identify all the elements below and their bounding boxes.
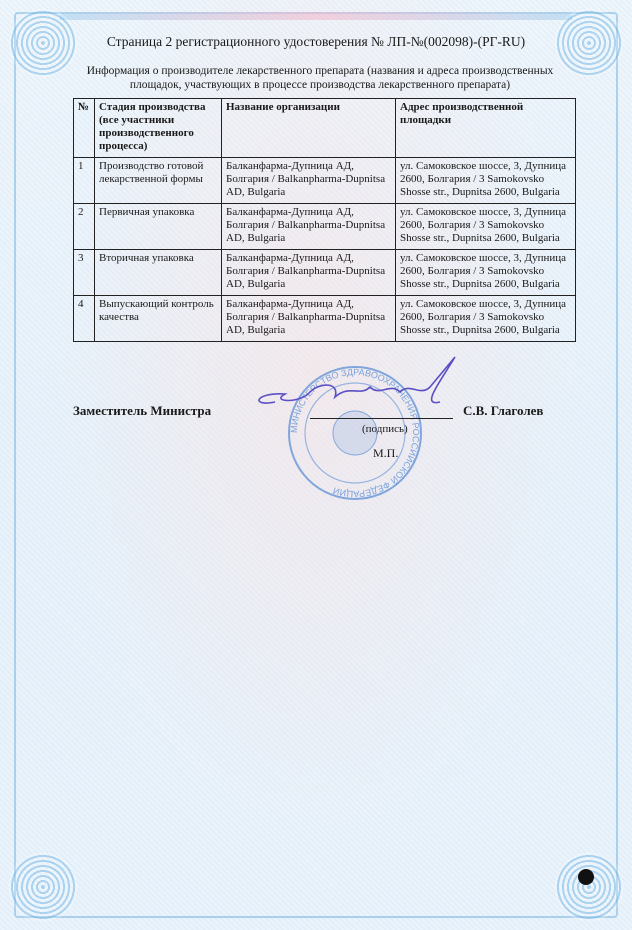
manufacturers-table	[73, 98, 576, 342]
cell-number: 4	[74, 296, 95, 342]
cell-organization: Балканфарма-Дупница АД, Болгария / Balkanpharma-Dupnitsa AD, Bulgaria	[222, 158, 396, 204]
cell-address: ул. Самоковское шоссе, 3, Дупница 2600, Болгария / 3 Samokovsko Shosse str., Dupnitsa 2600, Bulgaria	[396, 158, 576, 204]
cell-address: ул. Самоковское шоссе, 3, Дупница 2600, Болгария / 3 Samokovsko Shosse str., Dupnitsa 2600, Bulgaria	[396, 204, 576, 250]
corner-rosette	[8, 852, 78, 922]
cell-stage: Вторичная упаковка	[95, 250, 222, 296]
table-row	[74, 204, 576, 250]
column-header-number: №	[74, 99, 95, 158]
cell-organization: Балканфарма-Дупница АД, Болгария / Balkanpharma-Dupnitsa AD, Bulgaria	[222, 204, 396, 250]
table-header-row	[74, 99, 576, 158]
border-ornament	[60, 12, 572, 20]
signatory-name: С.В. Глаголев	[463, 403, 544, 418]
column-header-organization: Название организации	[222, 99, 396, 158]
column-header-address: Адрес производственной площадки	[396, 99, 576, 158]
hole-punch-mark	[578, 869, 594, 885]
table-row	[74, 158, 576, 204]
handwritten-signature	[240, 352, 470, 422]
svg-text:МИНИСТЕРСТВО ЗДРАВООХРАНЕНИЯ Р: МИНИСТЕРСТВО ЗДРАВООХРАНЕНИЯ РОССИЙСКОЙ ФЕДЕРАЦИИ	[288, 366, 422, 500]
table-row	[74, 296, 576, 342]
column-header-stage: Стадия производства (все участники производственного процесса)	[95, 99, 222, 158]
cell-stage: Производство готовой лекарственной формы	[95, 158, 222, 204]
signature-line	[310, 418, 453, 419]
cell-number: 3	[74, 250, 95, 296]
cell-organization: Балканфарма-Дупница АД, Болгария / Balkanpharma-Dupnitsa AD, Bulgaria	[222, 296, 396, 342]
corner-rosette	[554, 852, 624, 922]
page-subtitle: Информация о производителе лекарственного препарата (названия и адреса производственных площадок, участвующих в процессе производства лекарственного препарата)	[86, 65, 554, 91]
cell-number: 2	[74, 204, 95, 250]
cell-stage: Первичная упаковка	[95, 204, 222, 250]
cell-address: ул. Самоковское шоссе, 3, Дупница 2600, Болгария / 3 Samokovsko Shosse str., Dupnitsa 2600, Bulgaria	[396, 250, 576, 296]
signature-caption: (подпись)	[362, 423, 408, 435]
page-title: Страница 2 регистрационного удостоверения № ЛП-№(002098)-(РГ-RU)	[106, 34, 526, 49]
signatory-position: Заместитель Министра	[73, 403, 212, 418]
cell-address: ул. Самоковское шоссе, 3, Дупница 2600, Болгария / 3 Samokovsko Shosse str., Dupnitsa 2600, Bulgaria	[396, 296, 576, 342]
seal-mark: М.П.	[373, 446, 399, 460]
table-row	[74, 250, 576, 296]
cell-organization: Балканфарма-Дупница АД, Болгария / Balkanpharma-Dupnitsa AD, Bulgaria	[222, 250, 396, 296]
cell-number: 1	[74, 158, 95, 204]
cell-stage: Выпускающий контроль качества	[95, 296, 222, 342]
